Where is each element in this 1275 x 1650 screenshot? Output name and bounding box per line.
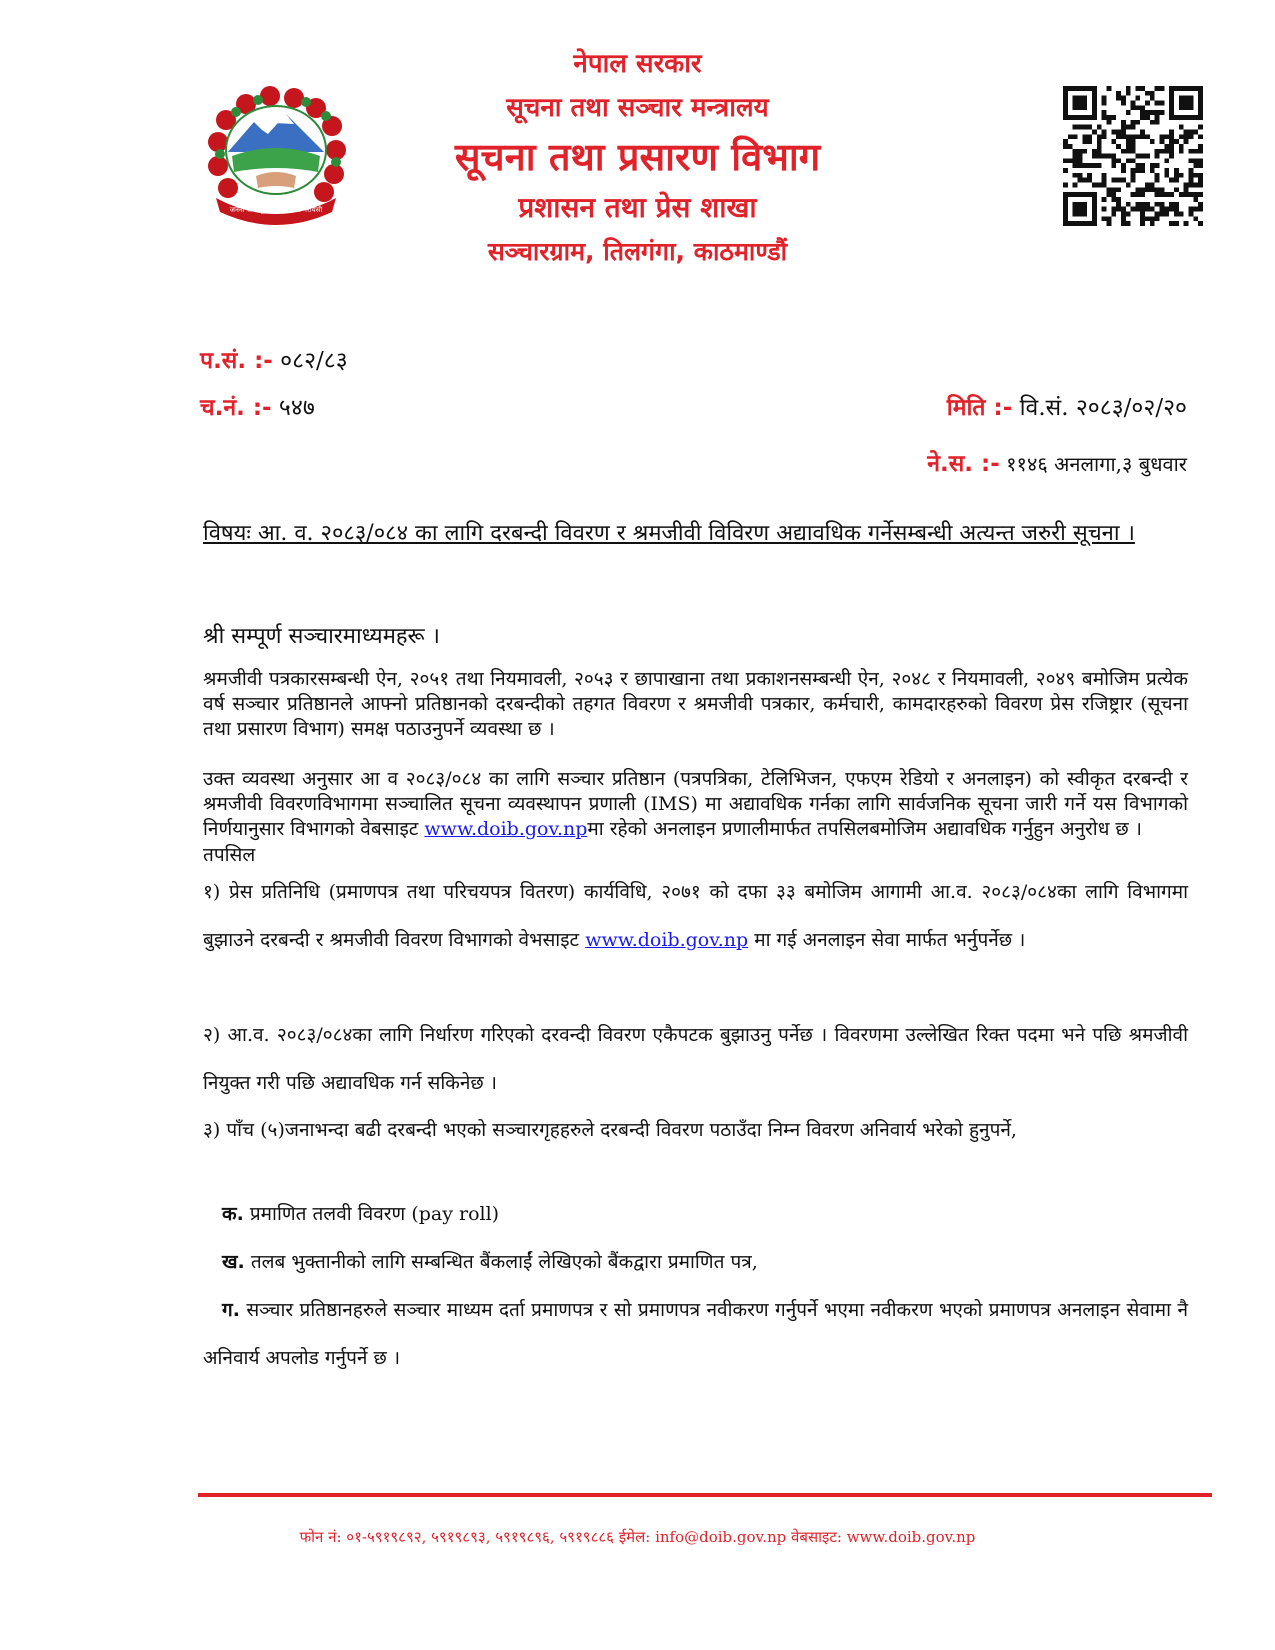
header-address: सञ्चारग्राम, तिलगंगा, काठमाण्डौं [487,237,788,266]
footer-divider [198,1493,1212,1497]
salutation: श्री सम्पूर्ण सञ्चारमाध्यमहरू । [203,624,440,649]
header-ministry: सूचना तथा सञ्चार मन्त्रालय [506,93,769,123]
dispatch-number: च.नं. :- ५४७ [200,395,315,421]
point-1: १) प्रेस प्रतिनिधि (प्रमाणपत्र तथा परिचयपत्र वितरण) कार्यविधि, २०७१ को दफा ३३ बमोजिम आगामी आ.व. २०८३/०८४का लागि विभागमा बुझाउने दरबन्दी र श्रमजीवी विवरण विभागको वेभसाइट www.doib.gov.np मा गई अनलाइन सेवा मार्फत भर्नुपर्नेछ । [203,881,1188,951]
tapasil-label: तपसिल [203,844,256,866]
date-ns-value: ११४६ अनलागा,३ बुधवार [1006,452,1187,476]
dispatch-number-value: ५४७ [278,395,315,421]
ref-number: प.सं. :- ०८२/८३ [200,348,348,374]
subject-heading: विषयः आ. व. २०८३/०८४ का लागि दरबन्दी विवरण र श्रमजीवी विविरण अद्यावधिक गर्नेसम्बन्धी अत्यन्त जरुरी सूचना । [203,521,1135,546]
item-ga: ग. सञ्चार प्रतिष्ठानहरुले सञ्चार माध्यम दर्ता प्रमाणपत्र र सो प्रमाणपत्र नवीकरण गर्नुपर्ने भएमा नवीकरण भएको प्रमाणपत्र अनलाइन सेवामा नै अनिवार्य अपलोड गर्नुपर्ने छ । [203,1299,1188,1369]
website-link[interactable]: www.doib.gov.np [424,818,588,840]
request-paragraph: उक्त व्यवस्था अनुसार आ व २०८३/०८४ का लागि सञ्चार प्रतिष्ठान (पत्रपत्रिका, टेलिभिजन, एफएम रेडियो र अनलाइन) को स्वीकृत दरबन्दी र श्रमजीवी विवरणविभागमा सञ्चालित सूचना व्यवस्थापन प्रणाली (IMS) मा अद्यावधिक गर्नका लागि सार्वजनिक सूचना जारी गर्ने यस विभागको निर्णयानुसार विभागको वेबसाइट www.doib.gov.npमा रहेको अनलाइन प्रणालीमार्फत तपसिलबमोजिम अद्यावधिक गर्नुहुन अनुरोध छ । [203,768,1188,840]
header-government: नेपाल सरकार [573,49,702,79]
header-section: प्रशासन तथा प्रेस शाखा [518,191,757,224]
ref-number-value: ०८२/८३ [280,348,348,374]
date-bs: मिति :- वि.सं. २०८३/०२/२० [946,395,1187,421]
website-link-point1[interactable]: www.doib.gov.np [585,929,749,951]
emblem-motto: जननी जन्मभूमिश्च स्वर्गादपि गरीयसी [229,206,323,214]
item-kha: ख. तलब भुक्तानीको लागि सम्बन्धित बैंकलाईं लेखिएको बैंकद्वारा प्रमाणित पत्र, [222,1251,758,1273]
point-3: ३) पाँच (५)जनाभन्दा बढी दरबन्दी भएको सञ्चारगृहहरुले दरबन्दी विवरण पठाउँदा निम्न विवरण अनिवार्य भरेको हुनुपर्ने, [203,1119,1017,1141]
point-2: २) आ.व. २०८३/०८४का लागि निर्धारण गरिएको दरवन्दी विवरण एकैपटक बुझाउनु पर्नेछ । विवरणमा उल्लेखित रिक्त पदमा भने पछि श्रमजीवी नियुक्त गरी पछि अद्यावधिक गर्न सकिनेछ । [203,1024,1188,1094]
date-bs-value: वि.सं. २०८३/०२/२० [1019,395,1187,421]
footer-contact: फोन नं: ०१-५९१९८९२, ५९१९८९३, ५९१९८९६, ५९१९८८६ ईमेल: info@doib.gov.np वेबसाइट: www.doib.gov.np [299,1528,976,1546]
intro-paragraph: श्रमजीवी पत्रकारसम्बन्धी ऐन, २०५१ तथा नियमावली, २०५३ र छापाखाना तथा प्रकाशनसम्बन्धी ऐन, २०४८ र नियमावली, २०४९ बमोजिम प्रत्येक वर्ष सञ्चार प्रतिष्ठानले आफ्नो प्रतिष्ठानको दरबन्दीको तहगत विवरण र श्रमजीवी पत्रकार, कर्मचारी, कामदारहरुको विवरण प्रेस रजिष्ट्रार (सूचना तथा प्रसारण विभाग) समक्ष पठाउनुपर्ने व्यवस्था छ । [203,668,1188,740]
date-ns: ने.स. :- ११४६ अनलागा,३ बुधवार [927,451,1187,477]
item-ka: क. प्रमाणित तलवी विवरण (pay roll) [222,1203,500,1225]
header-department: सूचना तथा प्रसारण विभाग [454,135,821,179]
